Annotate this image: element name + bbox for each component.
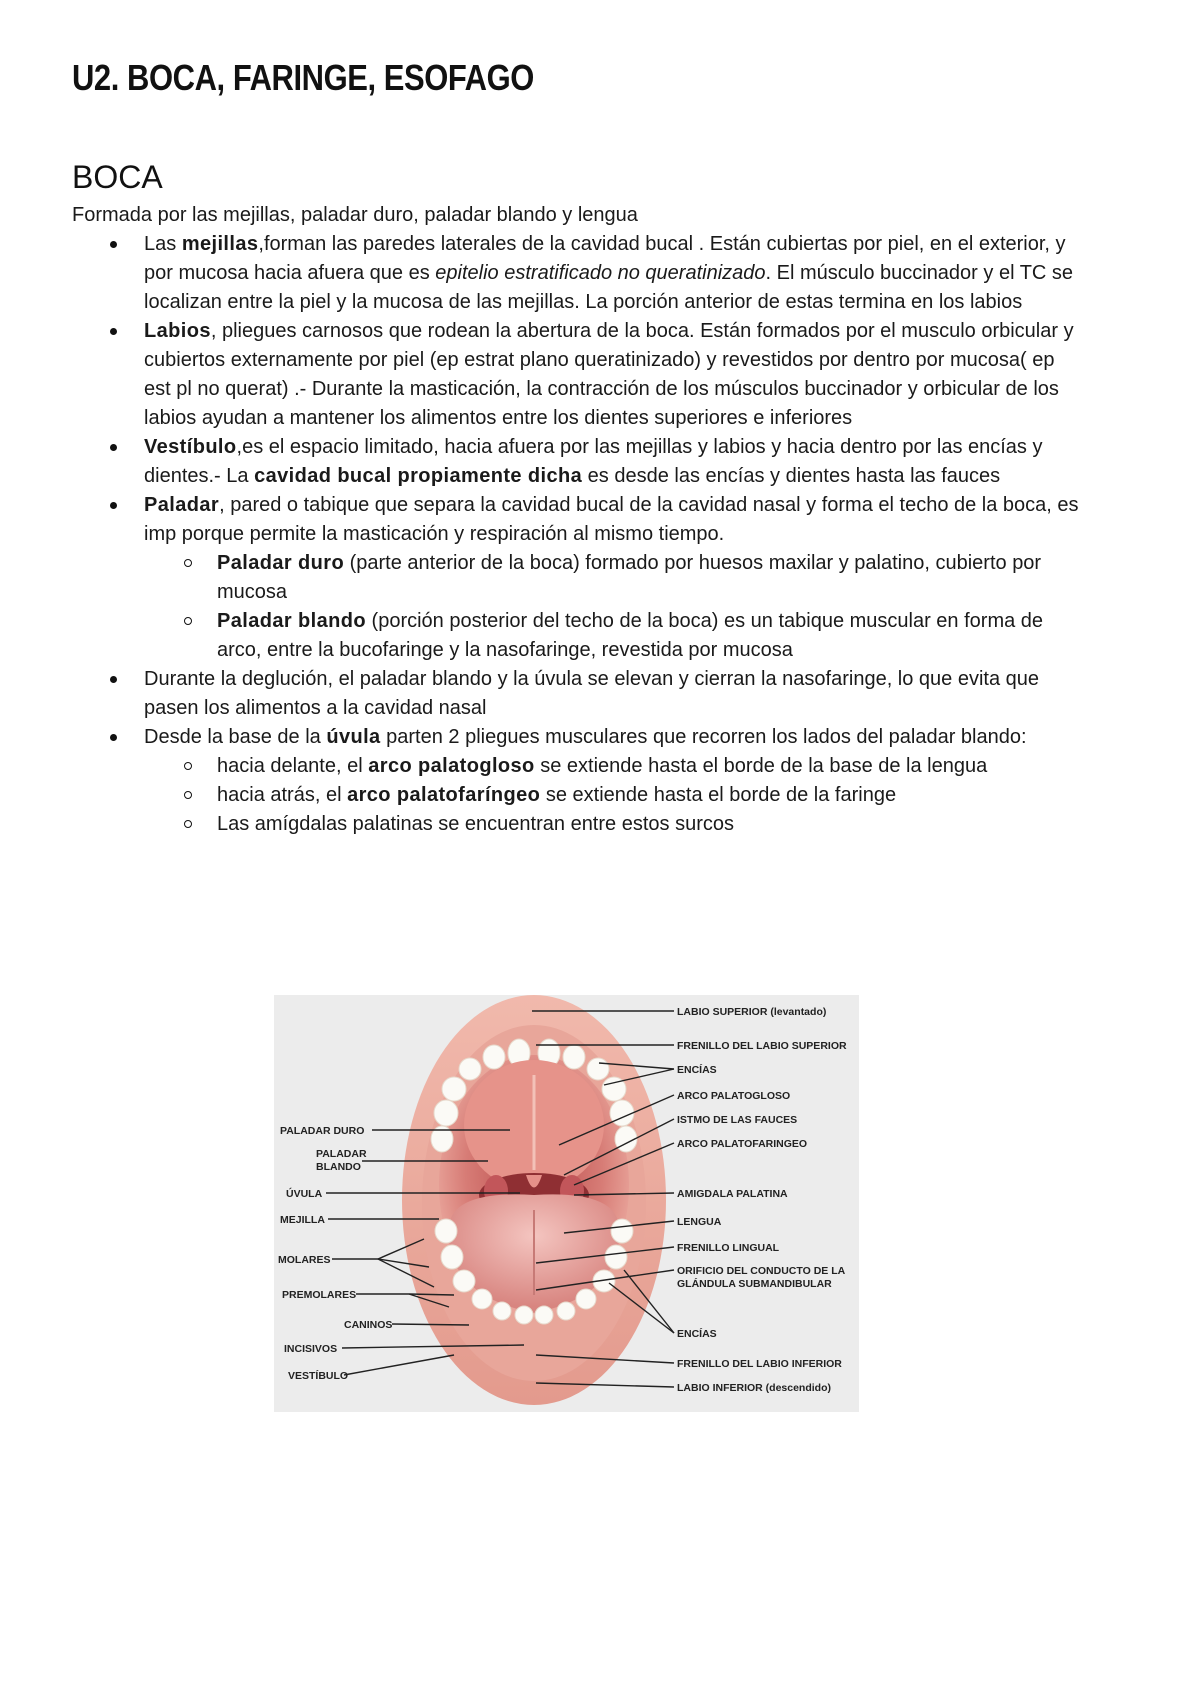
label-orificio-1: ORIFICIO DEL CONDUCTO DE LA <box>677 1265 846 1277</box>
list-item-vestibulo: Vestíbulo,es el espacio limitado, hacia afuera por las mejillas y labios y hacia dentro por las encías y dientes.- La cavidad bucal propiamente dicha es desde las encías y dientes hasta las fauces <box>72 433 1082 491</box>
list-item-mejillas: Las mejillas,forman las paredes laterales de la cavidad bucal . Están cubiertas por piel, en el exterior, y por mucosa hacia afuera que es epitelio estratificado no queratinizado. El músculo buccinador y el TC se localizan entre la piel y la mucosa de las mejillas. La porción anterior de estas termina en los labios <box>72 230 1082 317</box>
label-istmo-fauces: ISTMO DE LAS FAUCES <box>677 1114 798 1126</box>
label-labio-superior: LABIO SUPERIOR (levantado) <box>677 1006 827 1018</box>
document-page <box>72 58 1082 839</box>
sub-item-arco-palatogloso: hacia delante, el arco palatogloso se extiende hasta el borde de la base de la lengua <box>72 752 1082 781</box>
main-bullet-list <box>72 230 1082 839</box>
label-mejilla: MEJILLA <box>280 1214 325 1226</box>
sub-list-paladar <box>144 549 1082 665</box>
label-encias-bottom: ENCÍAS <box>677 1328 717 1340</box>
label-labio-inferior: LABIO INFERIOR (descendido) <box>677 1382 832 1394</box>
label-paladar-duro: PALADAR DURO <box>280 1125 365 1137</box>
label-amigdala: AMIGDALA PALATINA <box>677 1188 788 1200</box>
label-arco-palatofaringeo: ARCO PALATOFARINGEO <box>677 1138 808 1150</box>
mouth-anatomy-figure <box>274 995 859 1412</box>
label-vestibulo: VESTÍBULO <box>288 1370 349 1382</box>
sub-item-amigdalas: Las amígdalas palatinas se encuentran entre estos surcos <box>72 810 1082 839</box>
label-paladar-blando-2: BLANDO <box>316 1161 361 1173</box>
label-frenillo-lingual: FRENILLO LINGUAL <box>677 1242 780 1254</box>
document-title: U2. BOCA, FARINGE, ESOFAGO <box>72 57 534 98</box>
label-orificio-2: GLÁNDULA SUBMANDIBULAR <box>677 1278 832 1290</box>
label-lengua: LENGUA <box>677 1216 722 1228</box>
sub-item-paladar-duro: Paladar duro (parte anterior de la boca) formado por huesos maxilar y palatino, cubierto por mucosa <box>72 549 1082 607</box>
section-heading: BOCA <box>72 158 163 195</box>
sub-item-paladar-blando: Paladar blando (porción posterior del techo de la boca) es un tabique muscular en forma de arco, entre la bucofaringe y la nasofaringe, revestida por mucosa <box>72 607 1082 665</box>
list-item-deglucion: Durante la deglución, el paladar blando y la úvula se elevan y cierran la nasofaringe, lo que evita que pasen los alimentos a la cavidad nasal <box>72 665 1082 723</box>
label-frenillo-labio-inferior: FRENILLO DEL LABIO INFERIOR <box>677 1358 842 1370</box>
intro-paragraph: Formada por las mejillas, paladar duro, paladar blando y lengua <box>72 203 638 226</box>
label-caninos: CANINOS <box>344 1319 393 1331</box>
mouth-anatomy-illustration <box>274 995 859 1412</box>
label-uvula: ÚVULA <box>286 1188 323 1200</box>
label-molares: MOLARES <box>278 1254 331 1266</box>
label-paladar-blando-1: PALADAR <box>316 1148 367 1160</box>
list-item-labios: Labios, pliegues carnosos que rodean la abertura de la boca. Están formados por el musculo orbicular y cubiertos externamente por piel (ep estrat plano queratinizado) y revestidos por dentro por mucosa( ep est pl no querat) .- Durante la masticación, la contracción de los músculos buccinador y orbicular de los labios ayudan a mantener los alimentos entre los dientes superiores e inferiores <box>72 317 1082 433</box>
sub-item-arco-palatofaringeo: hacia atrás, el arco palatofaríngeo se extiende hasta el borde de la faringe <box>72 781 1082 810</box>
list-item-paladar: Paladar, pared o tabique que separa la cavidad bucal de la cavidad nasal y forma el techo de la boca, es imp porque permite la masticación y respiración al mismo tiempo. Paladar duro (parte anterior de la boca) formado por huesos maxilar y palatino, cubierto por mucosa Paladar blando (porción posterior del techo de la boca) es un tabique muscular en forma de arco, entre la bucofaringe y la nasofaringe, revestida por mucosa <box>72 491 1082 665</box>
list-item-uvula: Desde la base de la úvula parten 2 pliegues musculares que recorren los lados del paladar blando: hacia delante, el arco palatogloso se extiende hasta el borde de la base de la lengua hacia atrás, el arco palatofaríngeo se extiende hasta el borde de la faringe Las amígdalas palatinas se encuentran entre estos surcos <box>72 723 1082 839</box>
label-premolares: PREMOLARES <box>282 1289 357 1301</box>
label-arco-palatogloso: ARCO PALATOGLOSO <box>677 1090 791 1102</box>
label-encias-top: ENCÍAS <box>677 1064 717 1076</box>
label-incisivos: INCISIVOS <box>284 1343 338 1355</box>
label-frenillo-labio-superior: FRENILLO DEL LABIO SUPERIOR <box>677 1040 847 1052</box>
sub-list-arcos <box>144 752 1082 839</box>
